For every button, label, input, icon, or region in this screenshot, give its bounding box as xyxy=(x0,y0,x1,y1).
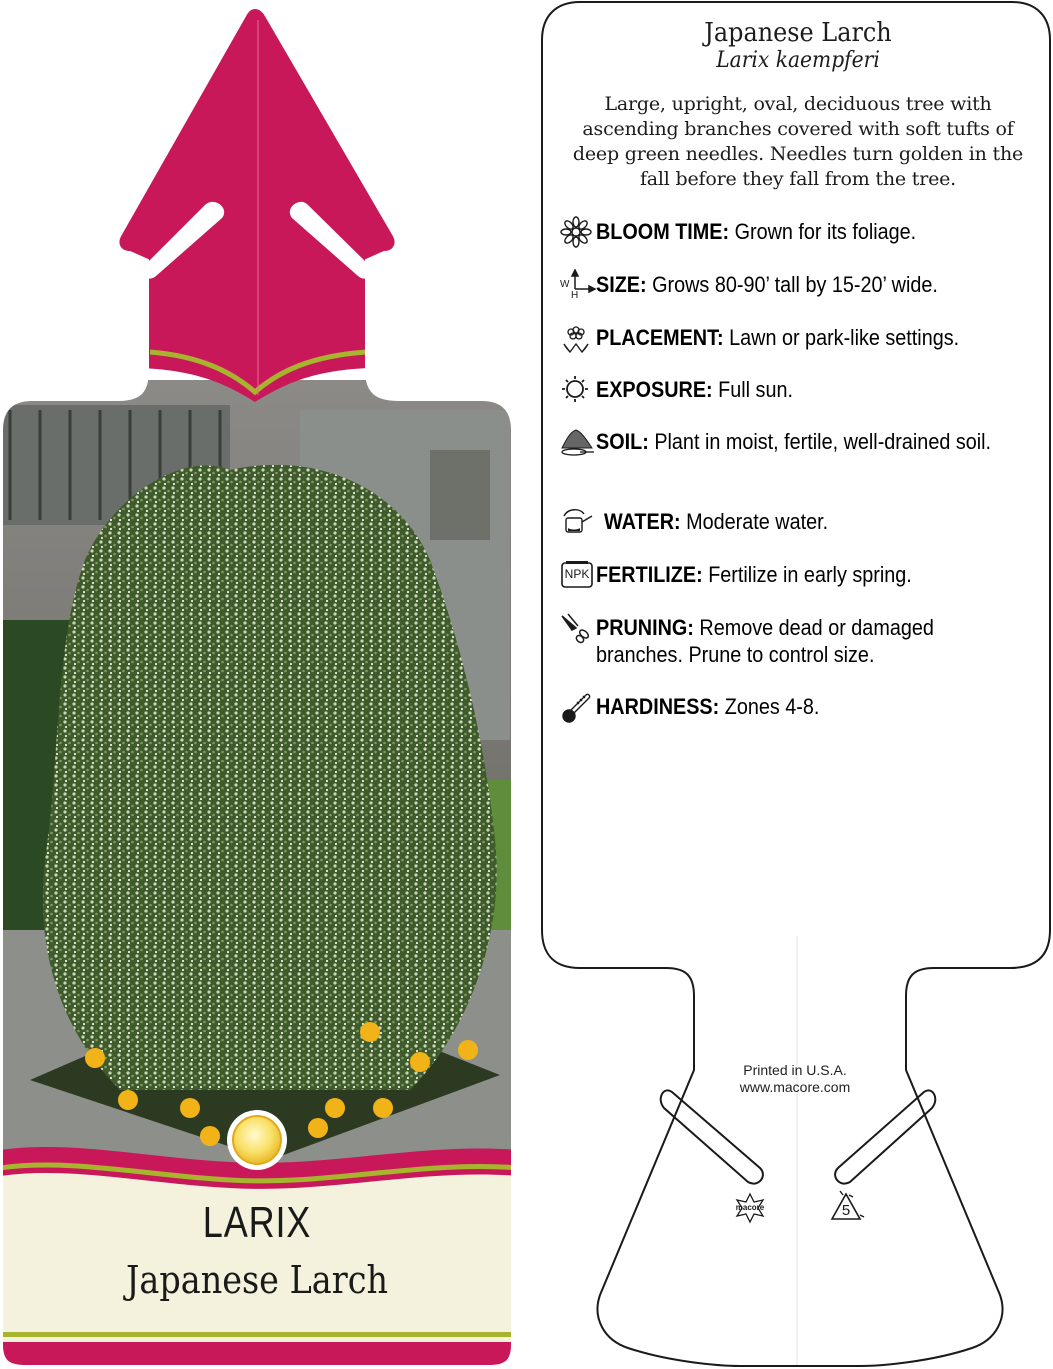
macore-logo-label: macore xyxy=(735,1203,765,1212)
care-label: SOIL: xyxy=(596,429,649,454)
care-value: Grown for its foliage. xyxy=(734,219,917,244)
care-placement xyxy=(560,324,1050,356)
care-value: Moderate water. xyxy=(686,509,829,534)
care-value: Grows 80-90’ tall by 15-20’ wide. xyxy=(652,272,938,297)
plant-description: Large, upright, oval, deciduous tree with ascending branches covered with soft tufts of deep green needles. Needles turn golden in the fall before they fall from the tree. xyxy=(572,93,1024,190)
size-height-letter: H xyxy=(571,290,579,301)
care-water xyxy=(560,508,1050,540)
care-soil xyxy=(560,428,1050,460)
size-width-letter: W xyxy=(560,279,570,290)
care-label: BLOOM TIME: xyxy=(596,219,730,244)
back-content xyxy=(558,18,1038,192)
care-value: Plant in moist, fertile, well-drained soil. xyxy=(654,429,992,454)
front-genus-name: LARIX xyxy=(202,1198,312,1247)
care-bloom-time xyxy=(560,218,1050,250)
flower-icon xyxy=(560,216,596,250)
soil-pile-icon xyxy=(560,426,596,460)
care-label: HARDINESS: xyxy=(596,694,720,719)
care-label: SIZE: xyxy=(596,272,647,297)
care-label: PRUNING: xyxy=(596,615,694,640)
care-fertilize xyxy=(560,561,1050,593)
care-label: EXPOSURE: xyxy=(596,377,713,402)
thermometer-icon xyxy=(560,691,596,725)
care-label: WATER: xyxy=(604,509,681,534)
care-value: Remove dead or damaged branches. Prune to control size. xyxy=(596,615,934,667)
printed-in-text: Printed in U.S.A. xyxy=(743,1062,847,1078)
care-hardiness xyxy=(560,693,1050,725)
back-common-name: Japanese Larch xyxy=(704,18,892,48)
care-size xyxy=(560,271,1050,303)
care-value: Zones 4-8. xyxy=(724,694,820,719)
care-exposure xyxy=(560,376,1050,408)
back-latin-name: Larix kaempferi xyxy=(716,48,880,73)
care-value: Fertilize in early spring. xyxy=(708,562,912,587)
care-label: FERTILIZE: xyxy=(596,562,703,587)
recycle-number: 5 xyxy=(841,1202,851,1219)
care-value: Lawn or park-like settings. xyxy=(729,325,960,350)
watering-can-icon xyxy=(560,506,596,540)
care-pruning xyxy=(560,614,1050,668)
care-value: Full sun. xyxy=(718,377,793,402)
sun-icon xyxy=(560,374,596,408)
front-common-name: Japanese Larch xyxy=(126,1258,388,1302)
fertilizer-npk-label: NPK xyxy=(564,567,590,581)
placement-flowers-icon xyxy=(560,322,596,356)
website-text: www.macore.com xyxy=(739,1079,851,1095)
care-label: PLACEMENT: xyxy=(596,325,724,350)
pruning-shears-icon xyxy=(560,612,596,646)
